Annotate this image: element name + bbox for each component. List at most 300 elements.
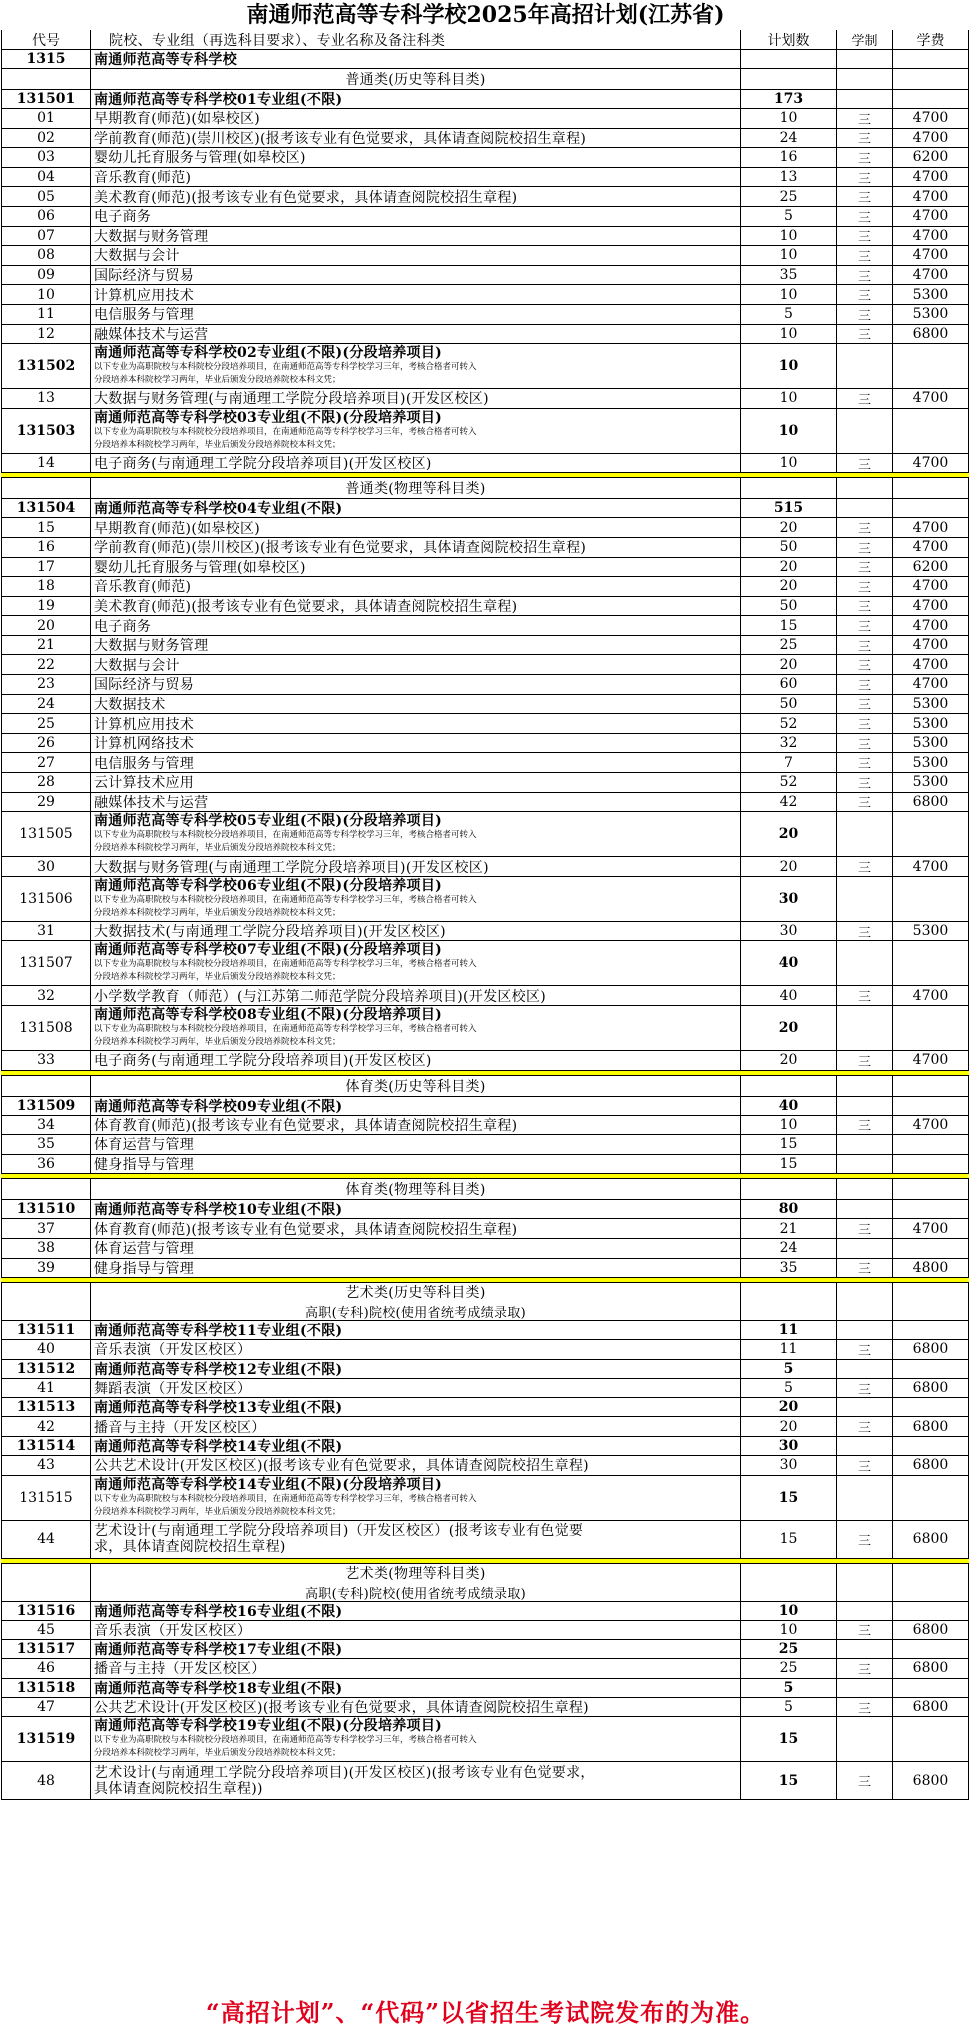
category-row bbox=[1, 1283, 969, 1321]
major-years: 三 bbox=[837, 714, 893, 733]
major-quota: 52 bbox=[741, 773, 837, 792]
major-quota: 10 bbox=[741, 285, 837, 304]
major-fee: 4700 bbox=[893, 109, 969, 128]
group-name: 南通师范高等专科学校09专业组(不限) bbox=[91, 1097, 741, 1115]
major-code: 02 bbox=[1, 129, 91, 148]
group-code: 131516 bbox=[1, 1602, 91, 1620]
major-row bbox=[1, 285, 969, 305]
major-fee: 4700 bbox=[893, 857, 969, 876]
major-name: 早期教育(师范)(如皋校区) bbox=[91, 109, 741, 128]
group-quota: 10 bbox=[741, 344, 837, 388]
major-code: 22 bbox=[1, 655, 91, 674]
group-years bbox=[837, 499, 893, 517]
major-quota: 5 bbox=[741, 207, 837, 226]
major-fee: 4700 bbox=[893, 597, 969, 616]
category-fee-cell bbox=[893, 478, 969, 498]
major-name: 计算机应用技术 bbox=[91, 285, 741, 304]
major-name: 健身指导与管理 bbox=[91, 1155, 741, 1174]
category-row bbox=[1, 1564, 969, 1602]
major-fee: 6800 bbox=[893, 1521, 969, 1558]
major-name-line1: 艺术设计(与南通理工学院分段培养项目)(开发区校区)(报考该专业有色觉要求， bbox=[94, 1764, 595, 1781]
major-quota: 25 bbox=[741, 187, 837, 206]
major-fee: 4700 bbox=[893, 227, 969, 246]
group-years bbox=[837, 941, 893, 985]
table-body bbox=[1, 69, 969, 1800]
major-fee: 6800 bbox=[893, 1456, 969, 1475]
category-code-cell bbox=[1, 1076, 91, 1096]
major-quota: 50 bbox=[741, 597, 837, 616]
major-code: 36 bbox=[1, 1155, 91, 1174]
major-quota: 20 bbox=[741, 577, 837, 596]
group-years bbox=[837, 1476, 893, 1520]
major-code: 28 bbox=[1, 773, 91, 792]
major-fee: 5300 bbox=[893, 285, 969, 304]
group-code: 131509 bbox=[1, 1097, 91, 1115]
major-years: 三 bbox=[837, 1456, 893, 1475]
major-name: 舞蹈表演（开发区校区） bbox=[91, 1379, 741, 1398]
major-code: 05 bbox=[1, 187, 91, 206]
group-quota: 15 bbox=[741, 1476, 837, 1520]
split-note-line1: 以下专业为高职院校与本科院校分段培养项目，在南通师范高等专科学校学习三年，考核合格者可转入 bbox=[94, 894, 477, 905]
major-fee: 6200 bbox=[893, 558, 969, 577]
major-fee: 4700 bbox=[893, 1116, 969, 1135]
major-row bbox=[1, 1417, 969, 1437]
major-fee: 6800 bbox=[893, 325, 969, 344]
split-note-line1: 以下专业为高职院校与本科院校分段培养项目，在南通师范高等专科学校学习三年，考核合格者可转入 bbox=[94, 1024, 477, 1034]
group-name: 南通师范高等专科学校03专业组(不限)(分段培养项目) bbox=[94, 409, 443, 426]
group-name: 南通师范高等专科学校19专业组(不限)(分段培养项目) bbox=[94, 1718, 443, 1735]
major-years: 三 bbox=[837, 793, 893, 812]
page-title: 南通师范高等专科学校2025年高招计划(江苏省) bbox=[246, 2, 725, 28]
major-row bbox=[1, 148, 969, 168]
major-years: 三 bbox=[837, 1521, 893, 1558]
major-years: 三 bbox=[837, 1116, 893, 1135]
major-years: 三 bbox=[837, 558, 893, 577]
split-group-row bbox=[1, 877, 969, 922]
major-row bbox=[1, 1762, 969, 1800]
group-row bbox=[1, 1321, 969, 1340]
group-name: 南通师范高等专科学校11专业组(不限) bbox=[91, 1321, 741, 1339]
group-fee bbox=[893, 1360, 969, 1378]
major-row bbox=[1, 1135, 969, 1155]
major-fee: 6800 bbox=[893, 1621, 969, 1640]
major-years: 三 bbox=[837, 129, 893, 148]
school-fee bbox=[893, 50, 969, 68]
group-years bbox=[837, 1437, 893, 1455]
category-title: 艺术类(历史等科目类) bbox=[345, 1285, 486, 1302]
major-fee: 6800 bbox=[893, 1698, 969, 1717]
major-row bbox=[1, 734, 969, 754]
major-name: 电信服务与管理 bbox=[91, 305, 741, 324]
major-row bbox=[1, 1456, 969, 1476]
group-fee bbox=[893, 409, 969, 453]
group-name: 南通师范高等专科学校17专业组(不限) bbox=[91, 1640, 741, 1658]
group-quota: 20 bbox=[741, 1006, 837, 1050]
major-name: 美术教育(师范)(报考该专业有色觉要求，具体请查阅院校招生章程) bbox=[91, 597, 741, 616]
category-title: 普通类(历史等科目类) bbox=[345, 72, 486, 88]
table-header-row bbox=[1, 30, 969, 50]
major-quota: 40 bbox=[741, 986, 837, 1005]
major-fee bbox=[893, 1239, 969, 1258]
group-fee bbox=[893, 1640, 969, 1658]
major-years: 三 bbox=[837, 389, 893, 408]
group-years bbox=[837, 1006, 893, 1050]
major-row bbox=[1, 305, 969, 325]
group-name-cell bbox=[91, 1476, 741, 1520]
major-name: 音乐教育(师范) bbox=[91, 168, 741, 187]
school-quota bbox=[741, 50, 837, 68]
group-code: 131505 bbox=[1, 812, 91, 856]
major-row bbox=[1, 1698, 969, 1718]
major-quota: 11 bbox=[741, 1340, 837, 1359]
major-code: 17 bbox=[1, 558, 91, 577]
category-title: 体育类(物理等科目类) bbox=[345, 1182, 486, 1199]
category-quota-cell bbox=[741, 69, 837, 89]
split-group-row bbox=[1, 344, 969, 389]
major-row bbox=[1, 518, 969, 538]
major-quota: 15 bbox=[741, 1155, 837, 1174]
major-name: 云计算技术应用 bbox=[91, 773, 741, 792]
group-code: 131518 bbox=[1, 1679, 91, 1697]
major-name: 国际经济与贸易 bbox=[91, 675, 741, 694]
group-years bbox=[837, 344, 893, 388]
major-fee: 6800 bbox=[893, 1659, 969, 1678]
major-fee: 4700 bbox=[893, 454, 969, 473]
split-note-line2: 分段培养本科院校学习两年，毕业后颁发分段培养院校本科文凭； bbox=[94, 375, 341, 386]
major-fee: 4700 bbox=[893, 168, 969, 187]
group-name: 南通师范高等专科学校05专业组(不限)(分段培养项目) bbox=[94, 813, 443, 830]
group-quota: 10 bbox=[741, 1602, 837, 1620]
major-quota: 52 bbox=[741, 714, 837, 733]
group-quota: 30 bbox=[741, 877, 837, 921]
major-row bbox=[1, 168, 969, 188]
group-name: 南通师范高等专科学校14专业组(不限)(分段培养项目) bbox=[94, 1476, 443, 1493]
group-fee bbox=[893, 877, 969, 921]
category-fee-cell bbox=[893, 1564, 969, 1601]
category-title: 艺术类(物理等科目类) bbox=[345, 1565, 486, 1582]
major-name-line2: 求，具体请查阅院校招生章程) bbox=[94, 1539, 286, 1556]
major-fee: 4700 bbox=[893, 207, 969, 226]
major-quota: 10 bbox=[741, 109, 837, 128]
group-years bbox=[837, 1640, 893, 1658]
group-code: 131512 bbox=[1, 1360, 91, 1378]
major-years: 三 bbox=[837, 325, 893, 344]
major-quota: 20 bbox=[741, 518, 837, 537]
major-fee: 4700 bbox=[893, 986, 969, 1005]
category-code-cell bbox=[1, 1564, 91, 1601]
group-code: 131514 bbox=[1, 1437, 91, 1455]
category-row bbox=[1, 1076, 969, 1097]
major-row bbox=[1, 753, 969, 773]
split-note-line1: 以下专业为高职院校与本科院校分段培养项目，在南通师范高等专科学校学习三年，考核合格者可转入 bbox=[94, 1493, 477, 1504]
header-fee: 学费 bbox=[893, 30, 969, 49]
major-fee: 5300 bbox=[893, 305, 969, 324]
major-row bbox=[1, 227, 969, 247]
group-quota: 5 bbox=[741, 1679, 837, 1697]
major-code: 15 bbox=[1, 518, 91, 537]
category-row bbox=[1, 69, 969, 90]
major-quota: 30 bbox=[741, 1456, 837, 1475]
major-code: 44 bbox=[1, 1521, 91, 1558]
major-code: 37 bbox=[1, 1219, 91, 1238]
major-name-line1: 艺术设计(与南通理工学院分段培养项目)（开发区校区）(报考该专业有色觉要 bbox=[94, 1523, 584, 1540]
category-quota-cell bbox=[741, 478, 837, 498]
major-name: 播音与主持（开发区校区） bbox=[91, 1417, 741, 1436]
group-years bbox=[837, 1097, 893, 1115]
group-years bbox=[837, 1679, 893, 1697]
major-years: 三 bbox=[837, 207, 893, 226]
major-row bbox=[1, 857, 969, 877]
group-fee bbox=[893, 1200, 969, 1218]
major-code: 16 bbox=[1, 538, 91, 557]
split-group-row bbox=[1, 1717, 969, 1762]
major-quota: 42 bbox=[741, 793, 837, 812]
major-code: 10 bbox=[1, 285, 91, 304]
major-quota: 35 bbox=[741, 1259, 837, 1278]
category-years-cell bbox=[837, 69, 893, 89]
major-code: 35 bbox=[1, 1135, 91, 1154]
major-code: 13 bbox=[1, 389, 91, 408]
group-quota: 5 bbox=[741, 1360, 837, 1378]
group-years bbox=[837, 90, 893, 108]
group-code: 131517 bbox=[1, 1640, 91, 1658]
major-fee: 6800 bbox=[893, 793, 969, 812]
group-years bbox=[837, 1602, 893, 1620]
major-fee: 6800 bbox=[893, 1340, 969, 1359]
category-title: 普通类(物理等科目类) bbox=[345, 481, 486, 498]
school-row bbox=[1, 50, 969, 69]
group-row bbox=[1, 1360, 969, 1379]
major-row bbox=[1, 266, 969, 286]
major-row bbox=[1, 1340, 969, 1360]
major-years: 三 bbox=[837, 1417, 893, 1436]
major-quota: 5 bbox=[741, 1698, 837, 1717]
major-code: 07 bbox=[1, 227, 91, 246]
major-row bbox=[1, 1379, 969, 1399]
group-fee bbox=[893, 1006, 969, 1050]
group-code: 131508 bbox=[1, 1006, 91, 1050]
group-fee bbox=[893, 1437, 969, 1455]
group-years bbox=[837, 1717, 893, 1761]
major-years: 三 bbox=[837, 986, 893, 1005]
group-fee bbox=[893, 941, 969, 985]
major-name: 早期教育(师范)(如皋校区) bbox=[91, 518, 741, 537]
major-name: 计算机网络技术 bbox=[91, 734, 741, 753]
major-fee: 4700 bbox=[893, 246, 969, 265]
major-name: 大数据与财务管理(与南通理工学院分段培养项目)(开发区校区) bbox=[91, 389, 741, 408]
group-name: 南通师范高等专科学校13专业组(不限) bbox=[91, 1398, 741, 1416]
group-quota: 20 bbox=[741, 1398, 837, 1416]
major-row bbox=[1, 1155, 969, 1175]
major-fee: 4700 bbox=[893, 187, 969, 206]
major-row bbox=[1, 1659, 969, 1679]
major-years: 三 bbox=[837, 597, 893, 616]
split-note-line2: 分段培养本科院校学习两年，毕业后颁发分段培养院校本科文凭； bbox=[94, 1748, 341, 1759]
major-fee: 4700 bbox=[893, 518, 969, 537]
major-fee: 4800 bbox=[893, 1259, 969, 1278]
major-code: 19 bbox=[1, 597, 91, 616]
major-years bbox=[837, 1155, 893, 1174]
major-name: 音乐教育(师范) bbox=[91, 577, 741, 596]
major-name: 公共艺术设计(开发区校区)(报考该专业有色觉要求，具体请查阅院校招生章程) bbox=[91, 1456, 741, 1475]
category-years-cell bbox=[837, 478, 893, 498]
school-code: 1315 bbox=[1, 50, 91, 68]
group-name-cell bbox=[91, 409, 741, 453]
group-code: 131504 bbox=[1, 499, 91, 517]
major-row bbox=[1, 246, 969, 266]
major-years: 三 bbox=[837, 695, 893, 714]
group-quota: 15 bbox=[741, 1717, 837, 1761]
group-fee bbox=[893, 1321, 969, 1339]
group-quota: 10 bbox=[741, 409, 837, 453]
major-code: 08 bbox=[1, 246, 91, 265]
major-fee: 5300 bbox=[893, 734, 969, 753]
major-name: 学前教育(师范)(崇川校区)(报考该专业有色觉要求，具体请查阅院校招生章程) bbox=[91, 129, 741, 148]
major-code: 09 bbox=[1, 266, 91, 285]
major-name: 大数据技术 bbox=[91, 695, 741, 714]
major-code: 18 bbox=[1, 577, 91, 596]
category-title-cell bbox=[91, 1179, 741, 1199]
category-quota-cell bbox=[741, 1179, 837, 1199]
major-row bbox=[1, 655, 969, 675]
major-years: 三 bbox=[837, 148, 893, 167]
major-row bbox=[1, 1116, 969, 1136]
footer-note: “高招计划”、“代码”以省招生考试院发布的为准。 bbox=[205, 1998, 766, 2027]
group-fee bbox=[893, 1476, 969, 1520]
group-name: 南通师范高等专科学校07专业组(不限)(分段培养项目) bbox=[94, 942, 443, 959]
split-note-line1: 以下专业为高职院校与本科院校分段培养项目，在南通师范高等专科学校学习三年，考核合格者可转入 bbox=[94, 830, 477, 841]
group-fee bbox=[893, 1398, 969, 1416]
category-quota-cell bbox=[741, 1283, 837, 1320]
major-row bbox=[1, 207, 969, 227]
group-years bbox=[837, 812, 893, 856]
group-quota: 40 bbox=[741, 941, 837, 985]
major-name: 大数据与财务管理(与南通理工学院分段培养项目)(开发区校区) bbox=[91, 857, 741, 876]
group-name-cell bbox=[91, 877, 741, 921]
category-code-cell bbox=[1, 1179, 91, 1199]
major-name-line2: 具体请查阅院校招生章程)) bbox=[94, 1780, 263, 1797]
category-code-cell bbox=[1, 69, 91, 89]
major-code: 04 bbox=[1, 168, 91, 187]
major-years: 三 bbox=[837, 227, 893, 246]
major-row bbox=[1, 793, 969, 813]
category-title-cell bbox=[91, 478, 741, 498]
major-row bbox=[1, 1219, 969, 1239]
major-code: 14 bbox=[1, 454, 91, 473]
major-fee: 5300 bbox=[893, 714, 969, 733]
major-row bbox=[1, 922, 969, 942]
major-code: 27 bbox=[1, 753, 91, 772]
group-fee bbox=[893, 812, 969, 856]
major-name: 大数据与会计 bbox=[91, 246, 741, 265]
major-quota: 15 bbox=[741, 1762, 837, 1799]
major-code: 21 bbox=[1, 636, 91, 655]
major-quota: 13 bbox=[741, 168, 837, 187]
major-years: 三 bbox=[837, 1621, 893, 1640]
major-quota: 20 bbox=[741, 655, 837, 674]
group-code: 131519 bbox=[1, 1717, 91, 1761]
group-row bbox=[1, 90, 969, 109]
major-name: 播音与主持（开发区校区） bbox=[91, 1659, 741, 1678]
major-row bbox=[1, 675, 969, 695]
major-years: 三 bbox=[837, 1219, 893, 1238]
group-row bbox=[1, 499, 969, 518]
major-quota: 21 bbox=[741, 1219, 837, 1238]
major-name: 融媒体技术与运营 bbox=[91, 793, 741, 812]
major-fee: 4700 bbox=[893, 577, 969, 596]
category-fee-cell bbox=[893, 1179, 969, 1199]
major-name: 婴幼儿托育服务与管理(如皋校区) bbox=[91, 558, 741, 577]
group-fee bbox=[893, 1097, 969, 1115]
group-name: 南通师范高等专科学校02专业组(不限)(分段培养项目) bbox=[94, 345, 443, 362]
header-years: 学制 bbox=[837, 30, 893, 49]
major-name: 电子商务 bbox=[91, 616, 741, 635]
major-code: 31 bbox=[1, 922, 91, 941]
major-row bbox=[1, 616, 969, 636]
category-years-cell bbox=[837, 1179, 893, 1199]
major-years: 三 bbox=[837, 1659, 893, 1678]
group-row bbox=[1, 1437, 969, 1456]
major-quota: 10 bbox=[741, 325, 837, 344]
major-code: 20 bbox=[1, 616, 91, 635]
group-quota: 173 bbox=[741, 90, 837, 108]
major-code: 11 bbox=[1, 305, 91, 324]
major-name: 计算机应用技术 bbox=[91, 714, 741, 733]
group-row bbox=[1, 1602, 969, 1621]
split-group-row bbox=[1, 941, 969, 986]
major-fee bbox=[893, 1135, 969, 1154]
major-years: 三 bbox=[837, 1762, 893, 1799]
group-name: 南通师范高等专科学校04专业组(不限) bbox=[91, 499, 741, 517]
major-name: 大数据与会计 bbox=[91, 655, 741, 674]
major-code: 46 bbox=[1, 1659, 91, 1678]
major-years: 三 bbox=[837, 538, 893, 557]
major-years bbox=[837, 1239, 893, 1258]
major-quota: 32 bbox=[741, 734, 837, 753]
major-fee bbox=[893, 1155, 969, 1174]
category-title-cell bbox=[91, 1564, 741, 1601]
major-quota: 5 bbox=[741, 305, 837, 324]
major-fee: 4700 bbox=[893, 1219, 969, 1238]
major-code: 42 bbox=[1, 1417, 91, 1436]
major-row bbox=[1, 636, 969, 656]
major-years: 三 bbox=[837, 616, 893, 635]
split-note-line1: 以下专业为高职院校与本科院校分段培养项目，在南通师范高等专科学校学习三年，考核合格者可转入 bbox=[94, 1735, 477, 1746]
major-quota: 50 bbox=[741, 538, 837, 557]
major-years: 三 bbox=[837, 246, 893, 265]
major-quota: 24 bbox=[741, 1239, 837, 1258]
group-quota: 20 bbox=[741, 812, 837, 856]
major-name: 大数据技术(与南通理工学院分段培养项目)(开发区校区) bbox=[91, 922, 741, 941]
major-quota: 25 bbox=[741, 1659, 837, 1678]
category-quota-cell bbox=[741, 1564, 837, 1601]
major-quota: 7 bbox=[741, 753, 837, 772]
group-fee bbox=[893, 1717, 969, 1761]
header-code: 代号 bbox=[1, 30, 91, 49]
major-code: 25 bbox=[1, 714, 91, 733]
group-code: 131503 bbox=[1, 409, 91, 453]
major-name: 国际经济与贸易 bbox=[91, 266, 741, 285]
major-years: 三 bbox=[837, 266, 893, 285]
group-row bbox=[1, 1200, 969, 1219]
split-note-line2: 分段培养本科院校学习两年，毕业后颁发分段培养院校本科文凭； bbox=[94, 1506, 341, 1517]
header-quota: 计划数 bbox=[741, 30, 837, 49]
category-fee-cell bbox=[893, 69, 969, 89]
group-row bbox=[1, 1679, 969, 1698]
major-years: 三 bbox=[837, 1259, 893, 1278]
major-code: 24 bbox=[1, 695, 91, 714]
group-code: 131510 bbox=[1, 1200, 91, 1218]
